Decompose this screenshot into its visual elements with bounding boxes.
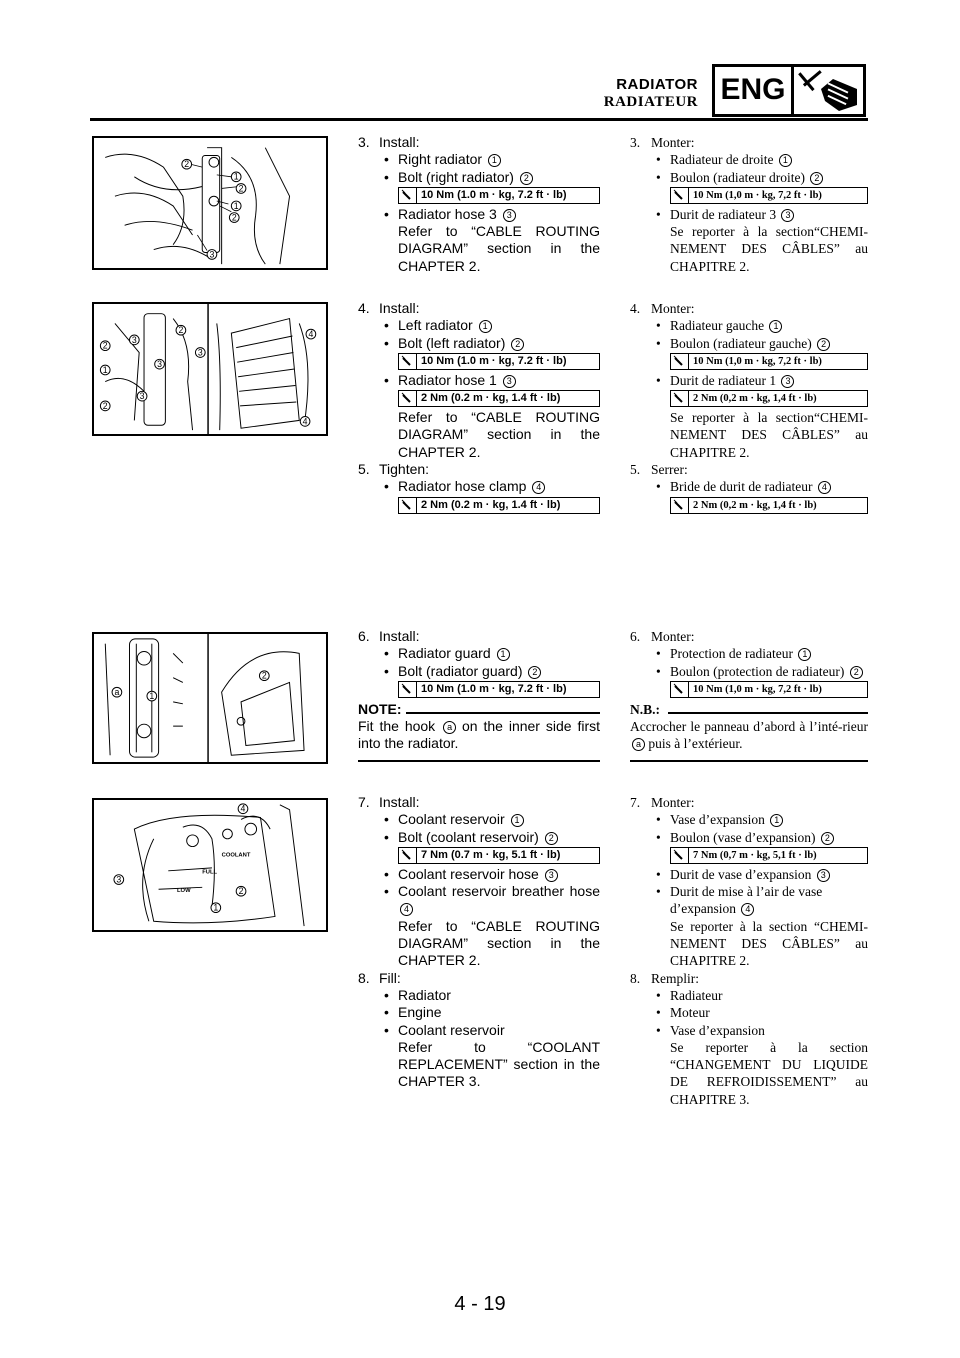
fig1-callout: 1 [233,200,239,211]
fig2-callout: 1 [102,364,108,375]
torque-wrench-icon [399,188,417,203]
note-heading [358,701,600,718]
torque-value: 10 Nm (1.0 m · kg, 7.2 ft · lb) [421,682,567,695]
fig2-callout: 4 [302,416,308,427]
bullet-text: • Vase d’expansion [630,1022,868,1039]
torque-value: 10 Nm (1.0 m · kg, 7.2 ft · lb) [421,188,567,201]
callout-number: 4 [741,903,754,916]
reference-text: Refer to “CABLE ROUTING DIAGRAM” section in the CHAPTER 2. [398,917,600,969]
torque-spec-box [398,497,600,514]
note-rule [668,712,868,714]
note-text-part: Fit the hook [358,717,436,734]
step-title: Install: [379,794,420,810]
step-title: Fill: [379,969,401,986]
fig3-callout: 2 [261,670,267,681]
torque-spec-box [398,847,600,864]
torque-wrench-icon [671,354,689,369]
callout-number: 4 [532,481,545,494]
eng-badge-label: ENG [720,73,786,106]
callout-number: 1 [497,648,510,661]
fig1-callout: 3 [209,249,215,260]
torque-wrench-icon [671,498,689,513]
step-number: 7. [630,795,641,810]
torque-spec-box [398,390,600,407]
step-title: Install: [379,628,420,644]
step-number: 7. [358,794,370,810]
bullet-text: • Moteur [630,1004,868,1021]
bullet-text: • Engine [358,1004,600,1021]
bullet-text: • Coolant reservoir [358,1022,600,1039]
note-rule [406,712,600,714]
callout-number: 3 [817,869,830,882]
callout-number: 1 [798,648,811,661]
callout-number: 4 [400,903,413,916]
badge-divider [791,67,794,114]
callout-number: 2 [817,338,830,351]
callout-number: 2 [821,832,834,845]
low-level-label: LOW [177,888,191,895]
page-number: 4 - 19 [454,1293,506,1315]
step-number: 4. [358,300,370,316]
bullet-text: Bolt (right radiator) [398,168,514,185]
torque-value: 2 Nm (0.2 m · kg, 1.4 ft · lb) [421,392,561,405]
bullet-text: Boulon (protection de radiateur) [670,663,845,679]
callout-number: 2 [520,172,533,185]
bullet-text: Bride de durit de radiateur [670,479,813,495]
torque-wrench-icon [671,848,689,863]
fig4-callout: 3 [116,874,122,885]
callout-number: 1 [769,320,782,333]
bullet-text: Right radiator [398,151,483,168]
bullet-text: Boulon (radiateur droite) [670,169,805,185]
step-title: Monter: [651,301,695,316]
torque-value: 2 Nm (0.2 m · kg, 1.4 ft · lb) [421,498,561,511]
bullet-text: Boulon (radiateur gauche) [670,335,812,351]
note-text [358,718,600,753]
en-step-3 [358,134,600,275]
fig2-callout: 2 [178,325,184,336]
fig4-callout: 2 [238,886,244,897]
en-step-7-8 [358,794,600,1091]
callout-number: 2 [528,666,541,679]
figure-right-radiator [92,136,328,270]
fig2-callout: 3 [131,334,137,345]
callout-number: 2 [545,832,558,845]
torque-value: 2 Nm (0,2 m · kg, 1,4 ft · lb) [693,393,817,405]
torque-value: 10 Nm (1,0 m · kg, 7,2 ft · lb) [693,683,822,695]
bullet-text: Coolant reservoir [398,811,505,828]
reference-text: Refer to “CABLE ROUTING DIAGRAM” section in the CHAPTER 2. [398,223,600,274]
torque-value: 2 Nm (0,2 m · kg, 1,4 ft · lb) [693,499,817,511]
right-radiator-illustration [94,138,326,268]
note-text-part: on the inner side first into the radiator. [358,717,601,752]
callout-number: 4 [818,481,831,494]
bullet-text: Bolt (left radiator) [398,334,506,351]
step-number: 5. [630,462,641,478]
note-text [630,718,868,753]
bullet-text: Durit de vase d’expansion [670,866,812,882]
bullet-text: Durit de mise à l’air de vase d’expansion [670,884,823,917]
torque-wrench-icon [399,354,417,369]
torque-value: 7 Nm (0,7 m · kg, 5,1 ft · lb) [693,849,817,861]
reference-text: Refer to “COOLANT REPLACEMENT” section in the CHAPTER 3. [398,1038,600,1090]
callout-number: 3 [781,375,794,388]
torque-wrench-icon [399,391,417,406]
fig2-callout: 3 [139,391,145,402]
reference-text: Se reporter à la section “CHANGEMENT DU LIQUIDE DE REFROIDISSEMENT” au CHAPITRE 3. [670,1039,868,1107]
fr-step-7-8 [630,794,868,1108]
en-step-6 [358,628,600,762]
callout-number: 1 [511,814,524,827]
callout-number: 1 [479,320,492,333]
bullet-text: Radiator hose 3 [398,205,497,222]
step-title: Remplir: [651,970,699,986]
torque-spec-box [398,353,600,370]
bullet-text: Durit de radiateur 3 [670,206,777,222]
section-title-fr: RADIATEUR [603,94,698,110]
bullet-text: Coolant reservoir hose [398,865,539,882]
step-title: Monter: [651,629,695,644]
torque-spec-box [670,187,868,204]
step-title: Tighten: [379,461,430,478]
bullet-text: Left radiator [398,317,473,334]
torque-wrench-icon [399,498,417,513]
fr-step-6 [630,628,868,762]
callout-letter: a [443,721,456,734]
reference-text: Se reporter à la section “CHEMI-NEMENT DES CÂBLES” au CHAPITRE 2. [670,918,868,969]
bullet-text: Durit de radiateur 1 [670,372,777,388]
fig1-callout: 2 [184,159,190,170]
fig1-callout: 1 [233,171,239,182]
torque-value: 7 Nm (0.7 m · kg, 5.1 ft · lb) [421,848,561,861]
bullet-text: • Radiator [358,987,600,1004]
fig3-callout: a [114,687,120,698]
torque-spec-box [670,497,868,514]
figure-coolant-reservoir [92,798,328,932]
note-end-rule [630,760,868,762]
callout-number: 3 [781,209,794,222]
note-label: N.B.: [630,701,660,717]
callout-number: 3 [503,209,516,222]
fig1-callout: 2 [238,183,244,194]
fr-step-4-5 [630,300,868,516]
step-title: Install: [379,300,420,316]
fig2-callout: 3 [157,359,162,370]
callout-number: 1 [488,154,501,167]
torque-spec-box [670,353,868,370]
step-number: 4. [630,301,641,316]
step-title: Install: [379,134,420,150]
torque-wrench-icon [671,188,689,203]
step-number: 8. [358,969,370,986]
fig4-callout: 1 [213,902,219,913]
torque-value: 10 Nm (1.0 m · kg, 7.2 ft · lb) [421,354,567,367]
note-text-part: puis à l’extérieur. [648,736,743,752]
fig2-callout: 3 [197,347,203,358]
fr-step-3 [630,134,868,275]
bullet-text: Vase d’expansion [670,812,765,828]
torque-wrench-icon [671,682,689,697]
note-label: NOTE: [358,700,402,717]
reference-text: Refer to “CABLE ROUTING DIAGRAM” section in the CHAPTER 2. [398,409,600,460]
callout-number: 1 [779,154,792,167]
bullet-text: Bolt (coolant reservoir) [398,828,539,845]
coolant-reservoir-illustration [94,800,326,930]
torque-spec-box [670,390,868,407]
callout-number: 2 [511,338,524,351]
callout-letter: a [632,738,645,751]
callout-number: 3 [503,375,516,388]
torque-spec-box [398,187,600,204]
bullet-text: Boulon (vase d’expansion) [670,829,816,845]
torque-spec-box [670,847,868,864]
radiator-guard-illustration [94,634,326,762]
step-number: 6. [630,629,641,644]
step-number: 8. [630,970,641,986]
fig3-callout: 1 [149,690,155,701]
bullet-text: Radiateur de droite [670,152,774,168]
step-number: 3. [630,135,641,150]
bullet-text: Radiator hose 1 [398,371,497,388]
torque-spec-box [670,681,868,698]
bullet-text: Bolt (radiator guard) [398,662,523,679]
full-level-label: FULL [202,869,218,876]
fig2-callout: 2 [102,400,108,411]
left-radiator-illustration [94,304,326,434]
fig4-callout: 4 [240,803,246,814]
step-title: Monter: [651,795,695,810]
step-title: Serrer: [651,462,688,478]
callout-number: 2 [850,666,863,679]
header-rule [90,118,868,121]
figure-radiator-guard [92,632,328,764]
callout-number: 1 [770,814,783,827]
torque-value: 10 Nm (1,0 m · kg, 7,2 ft · lb) [693,355,822,367]
note-end-rule [358,760,600,762]
step-number: 6. [358,628,370,644]
section-title-en: RADIATOR [616,76,698,93]
callout-number: 2 [810,172,823,185]
fig2-callout: 2 [102,340,108,351]
bullet-text: Coolant reservoir breather hose [398,883,600,900]
bullet-text: Radiator guard [398,645,491,662]
eng-badge [712,64,866,117]
torque-wrench-icon [671,391,689,406]
step-number: 3. [358,134,370,150]
step-number: 5. [358,461,370,478]
reference-text: Se reporter à la section“CHEMI-NEMENT DES CÂBLES” au CHAPITRE 2. [670,410,868,460]
coolant-label: COOLANT [221,852,251,859]
torque-wrench-icon [399,848,417,863]
note-heading [630,701,868,718]
reference-text: Se reporter à la section“CHEMI-NEMENT DES CÂBLES” au CHAPITRE 2. [670,224,868,274]
fig1-callout: 2 [231,212,237,223]
torque-value: 10 Nm (1,0 m · kg, 7,2 ft · lb) [693,189,822,201]
callout-number: 3 [545,869,558,882]
bullet-text: • Radiateur [630,987,868,1004]
engine-piston-icon [795,69,865,114]
bullet-text: Radiator hose clamp [398,478,527,495]
fig2-callout: 4 [308,328,314,339]
torque-wrench-icon [399,682,417,697]
step-title: Monter: [651,135,695,150]
en-step-4-5 [358,300,600,516]
bullet-text: Radiateur gauche [670,318,765,334]
note-text-part: Accrocher le panneau d’abord à l’inté-rieur [630,718,868,734]
figure-left-radiator [92,302,328,436]
bullet-text: Protection de radiateur [670,646,793,662]
torque-spec-box [398,681,600,698]
